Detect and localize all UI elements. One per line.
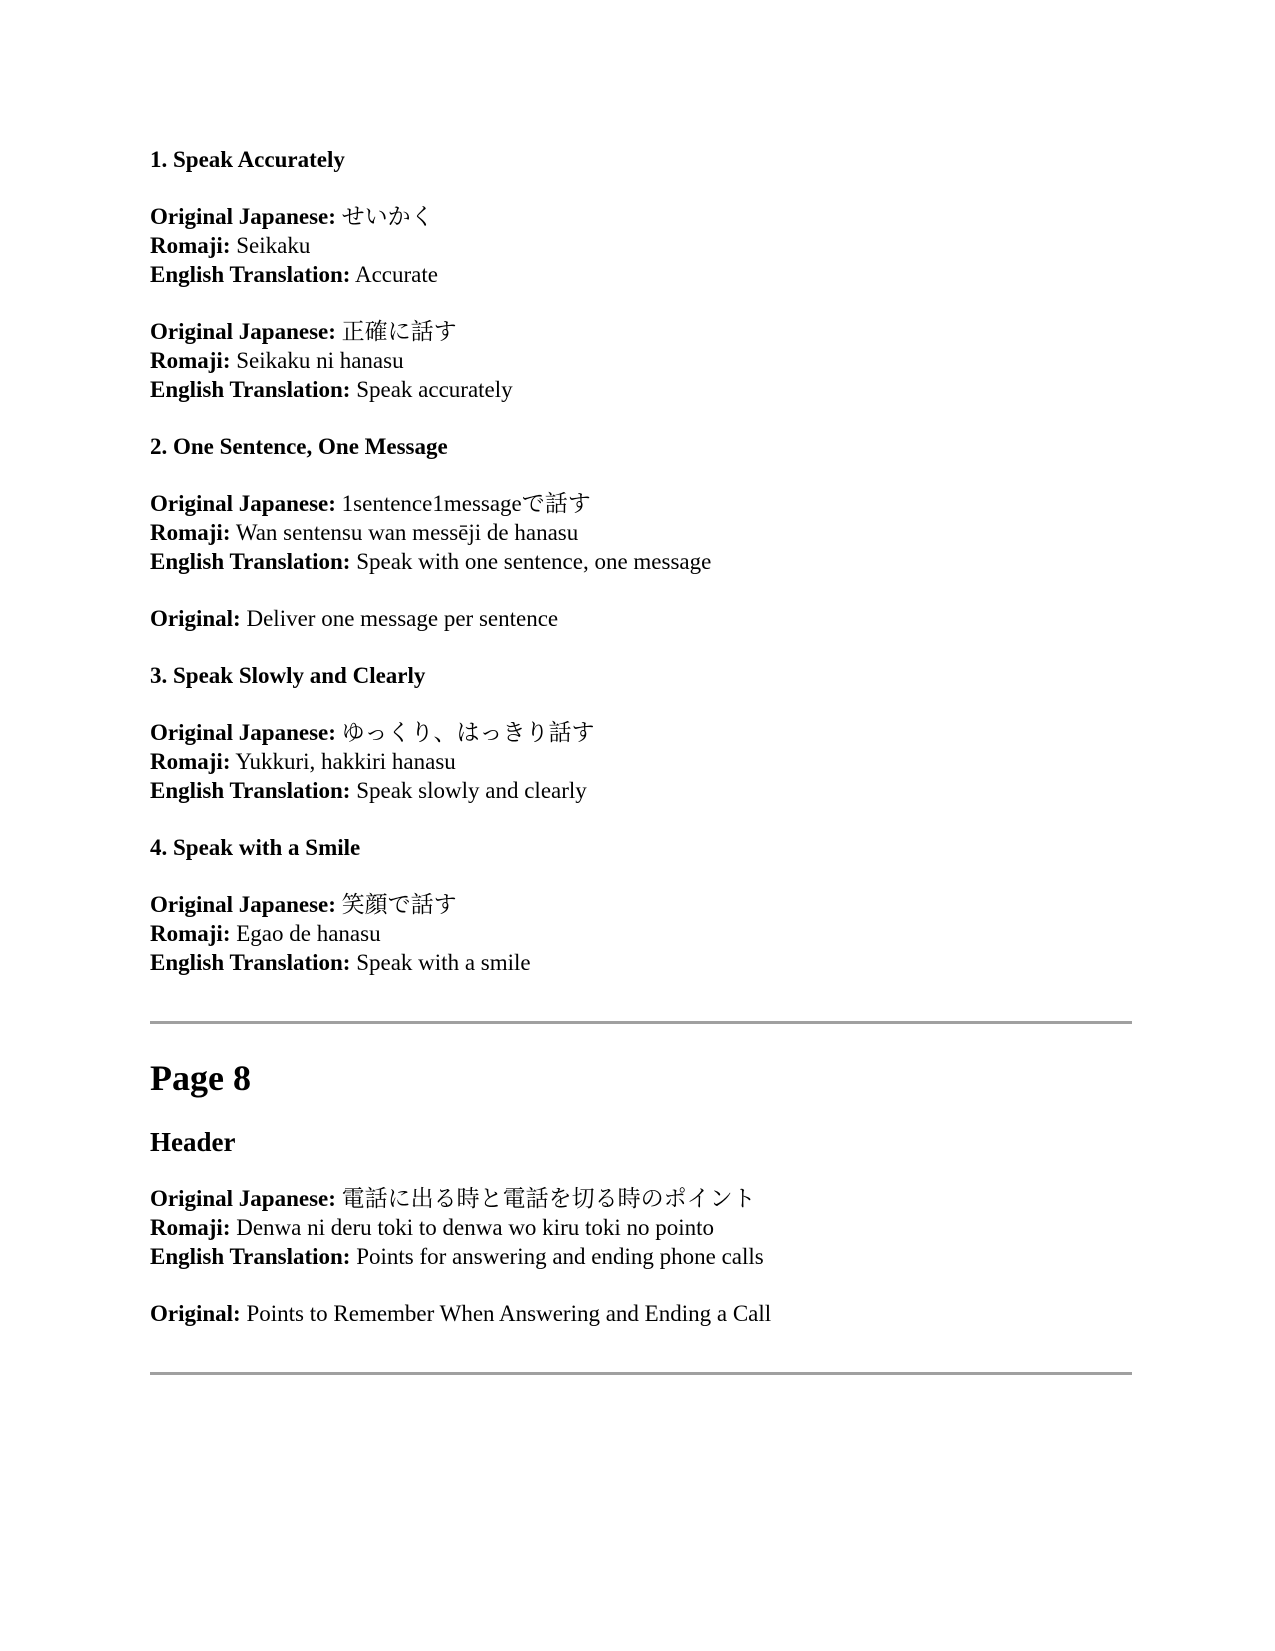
horizontal-divider — [150, 1372, 1132, 1375]
english-translation-line — [150, 260, 1130, 289]
english-translation-line — [150, 776, 1130, 805]
original-line — [150, 1299, 1130, 1328]
english-translation-line — [150, 375, 1130, 404]
romaji-line — [150, 346, 1130, 375]
romaji-text: Wan sentensu wan messēji de hanasu — [235, 520, 579, 545]
romaji-text: Denwa ni deru toki to denwa wo kiru toki no pointo — [236, 1215, 715, 1240]
original-japanese-label: Original Japanese: — [150, 892, 336, 917]
romaji-line — [150, 518, 1130, 547]
original-note — [150, 1299, 1130, 1328]
original-line — [150, 604, 1130, 633]
original-japanese-text: せいかく — [341, 204, 434, 229]
section-heading: 2. One Sentence, One Message — [150, 434, 448, 459]
original-japanese-line — [150, 718, 1130, 747]
english-translation-label: English Translation: — [150, 377, 351, 402]
original-japanese-line — [150, 202, 1130, 231]
original-japanese-label: Original Japanese: — [150, 720, 336, 745]
romaji-text: Egao de hanasu — [236, 921, 381, 946]
original-japanese-label: Original Japanese: — [150, 491, 336, 516]
original-japanese-label: Original Japanese: — [150, 204, 336, 229]
english-translation-text: Points for answering and ending phone calls — [356, 1244, 764, 1269]
original-japanese-line — [150, 890, 1130, 919]
original-japanese-line — [150, 317, 1130, 346]
english-translation-line — [150, 948, 1130, 977]
original-text: Points to Remember When Answering and Ending a Call — [246, 1301, 772, 1326]
page-title: Page 8 — [150, 1058, 251, 1098]
original-japanese-text: 正確に話す — [341, 319, 457, 344]
romaji-label: Romaji: — [150, 749, 231, 774]
original-japanese-label: Original Japanese: — [150, 1186, 336, 1211]
translation-entry — [150, 317, 1130, 404]
english-translation-line — [150, 547, 1130, 576]
translation-entry — [150, 890, 1130, 977]
original-japanese-text: 1sentence1messageで話す — [341, 491, 591, 516]
original-japanese-text: ゆっくり、はっきり話す — [341, 720, 595, 745]
section-heading: 3. Speak Slowly and Clearly — [150, 663, 426, 688]
section-heading: 1. Speak Accurately — [150, 147, 345, 172]
original-label: Original: — [150, 606, 241, 631]
romaji-text: Seikaku ni hanasu — [236, 348, 404, 373]
sub-header: Header — [150, 1127, 236, 1157]
original-japanese-text: 電話に出る時と電話を切る時のポイント — [341, 1186, 756, 1211]
translation-entry — [150, 718, 1130, 805]
section-heading: 4. Speak with a Smile — [150, 835, 361, 860]
horizontal-divider — [150, 1021, 1132, 1024]
romaji-line — [150, 919, 1130, 948]
original-text: Deliver one message per sentence — [246, 606, 559, 631]
english-translation-line — [150, 1242, 1130, 1271]
romaji-label: Romaji: — [150, 233, 231, 258]
romaji-label: Romaji: — [150, 520, 231, 545]
romaji-text: Seikaku — [236, 233, 311, 258]
english-translation-label: English Translation: — [150, 950, 351, 975]
original-note — [150, 604, 1130, 633]
translation-entry — [150, 489, 1130, 576]
english-translation-text: Speak accurately — [356, 377, 513, 402]
english-translation-label: English Translation: — [150, 778, 351, 803]
original-label: Original: — [150, 1301, 241, 1326]
romaji-text: Yukkuri, hakkiri hanasu — [235, 749, 456, 774]
original-japanese-text: 笑顔で話す — [341, 892, 457, 917]
romaji-line — [150, 231, 1130, 260]
romaji-label: Romaji: — [150, 348, 231, 373]
english-translation-text: Speak slowly and clearly — [356, 778, 587, 803]
english-translation-text: Speak with one sentence, one message — [356, 549, 712, 574]
romaji-label: Romaji: — [150, 921, 231, 946]
romaji-line — [150, 1213, 1130, 1242]
english-translation-label: English Translation: — [150, 262, 351, 287]
english-translation-text: Accurate — [354, 262, 438, 287]
original-japanese-line — [150, 1184, 1130, 1213]
romaji-line — [150, 747, 1130, 776]
english-translation-label: English Translation: — [150, 1244, 351, 1269]
document-page — [150, 145, 1130, 1375]
translation-entry — [150, 202, 1130, 289]
original-japanese-line — [150, 489, 1130, 518]
translation-entry — [150, 1184, 1130, 1271]
english-translation-text: Speak with a smile — [356, 950, 531, 975]
original-japanese-label: Original Japanese: — [150, 319, 336, 344]
romaji-label: Romaji: — [150, 1215, 231, 1240]
english-translation-label: English Translation: — [150, 549, 351, 574]
